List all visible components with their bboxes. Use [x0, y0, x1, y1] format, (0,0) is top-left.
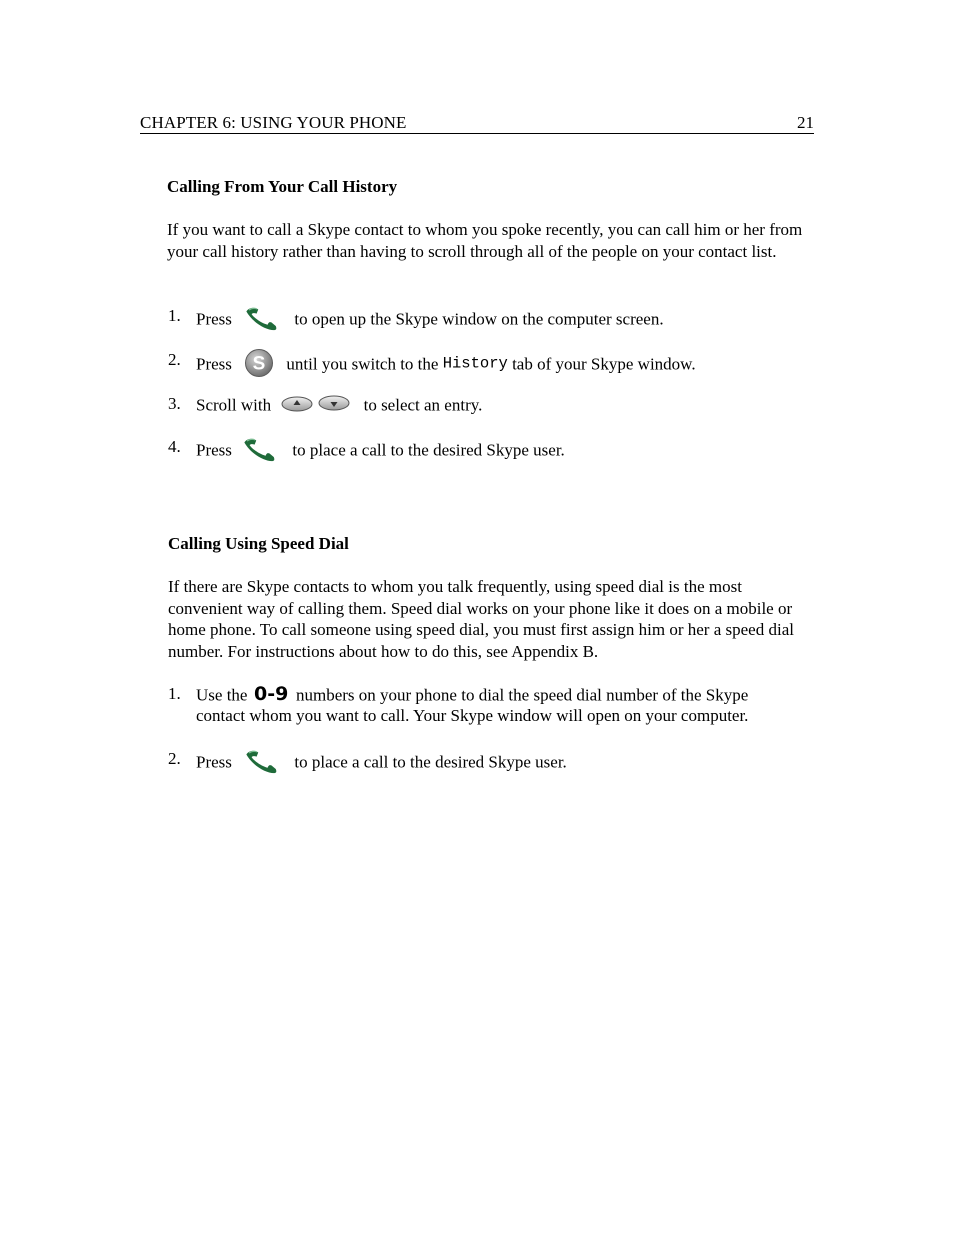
history-tab-name: History: [442, 354, 508, 373]
step-text: Press: [196, 440, 232, 460]
step-text: to select an entry.: [363, 395, 483, 415]
section-intro-call-history: If you want to call a Skype contact to whom you spoke recently, you can call him or her from your call history rather than having to scroll through all of the people on your contact list.: [167, 220, 803, 261]
step-number: 1.: [168, 684, 181, 703]
section-intro-speed-dial: If there are Skype contacts to whom you talk frequently, using speed dial is the most convenient way of calling them. Speed dial works on your phone like it does on a mobile or home phone. To call someone using speed dial, you must first assign him or her a speed dial number. For instructions about how to do this, see Appendix B.: [168, 577, 794, 661]
step-text: contact whom you want to call. Your Skype window will open on your computer.: [196, 706, 749, 725]
step-text: tab of your Skype window.: [512, 354, 696, 374]
step-number: 1.: [168, 306, 181, 325]
step-text: Scroll with: [196, 395, 272, 415]
step-text: Press: [196, 354, 232, 374]
page-number: 21: [797, 113, 814, 132]
section-heading-call-history: Calling From Your Call History: [167, 177, 398, 196]
step-text: Press: [196, 752, 232, 772]
list-item-continuation: [196, 705, 748, 727]
page-header: [140, 113, 814, 134]
section-heading-speed-dial: Calling Using Speed Dial: [168, 534, 349, 553]
step-text: until you switch to the: [286, 354, 439, 374]
step-number: 3.: [168, 394, 181, 413]
skype-button-icon: [244, 348, 274, 378]
chapter-title: CHAPTER 6: USING YOUR PHONE: [140, 113, 407, 132]
step-text: to place a call to the desired Skype user.: [294, 752, 567, 772]
step-text: Use the: [196, 685, 248, 705]
call-button-icon: [242, 435, 282, 463]
step-text: to place a call to the desired Skype user.: [292, 440, 565, 460]
step-number: 2.: [168, 350, 181, 369]
step-number: 4.: [168, 437, 181, 456]
svg-text:S: S: [252, 353, 266, 375]
number-keys-label: 0-9: [253, 683, 289, 704]
step-number: 2.: [168, 749, 181, 768]
step-text: to open up the Skype window on the computer screen.: [294, 309, 664, 329]
up-down-arrow-keys-icon: [281, 394, 351, 414]
step-text: Press: [196, 309, 232, 329]
call-button-icon: [244, 304, 284, 332]
call-button-icon: [244, 747, 284, 775]
step-text: numbers on your phone to dial the speed dial number of the Skype: [295, 685, 749, 705]
number-keys-icon: [254, 683, 290, 703]
